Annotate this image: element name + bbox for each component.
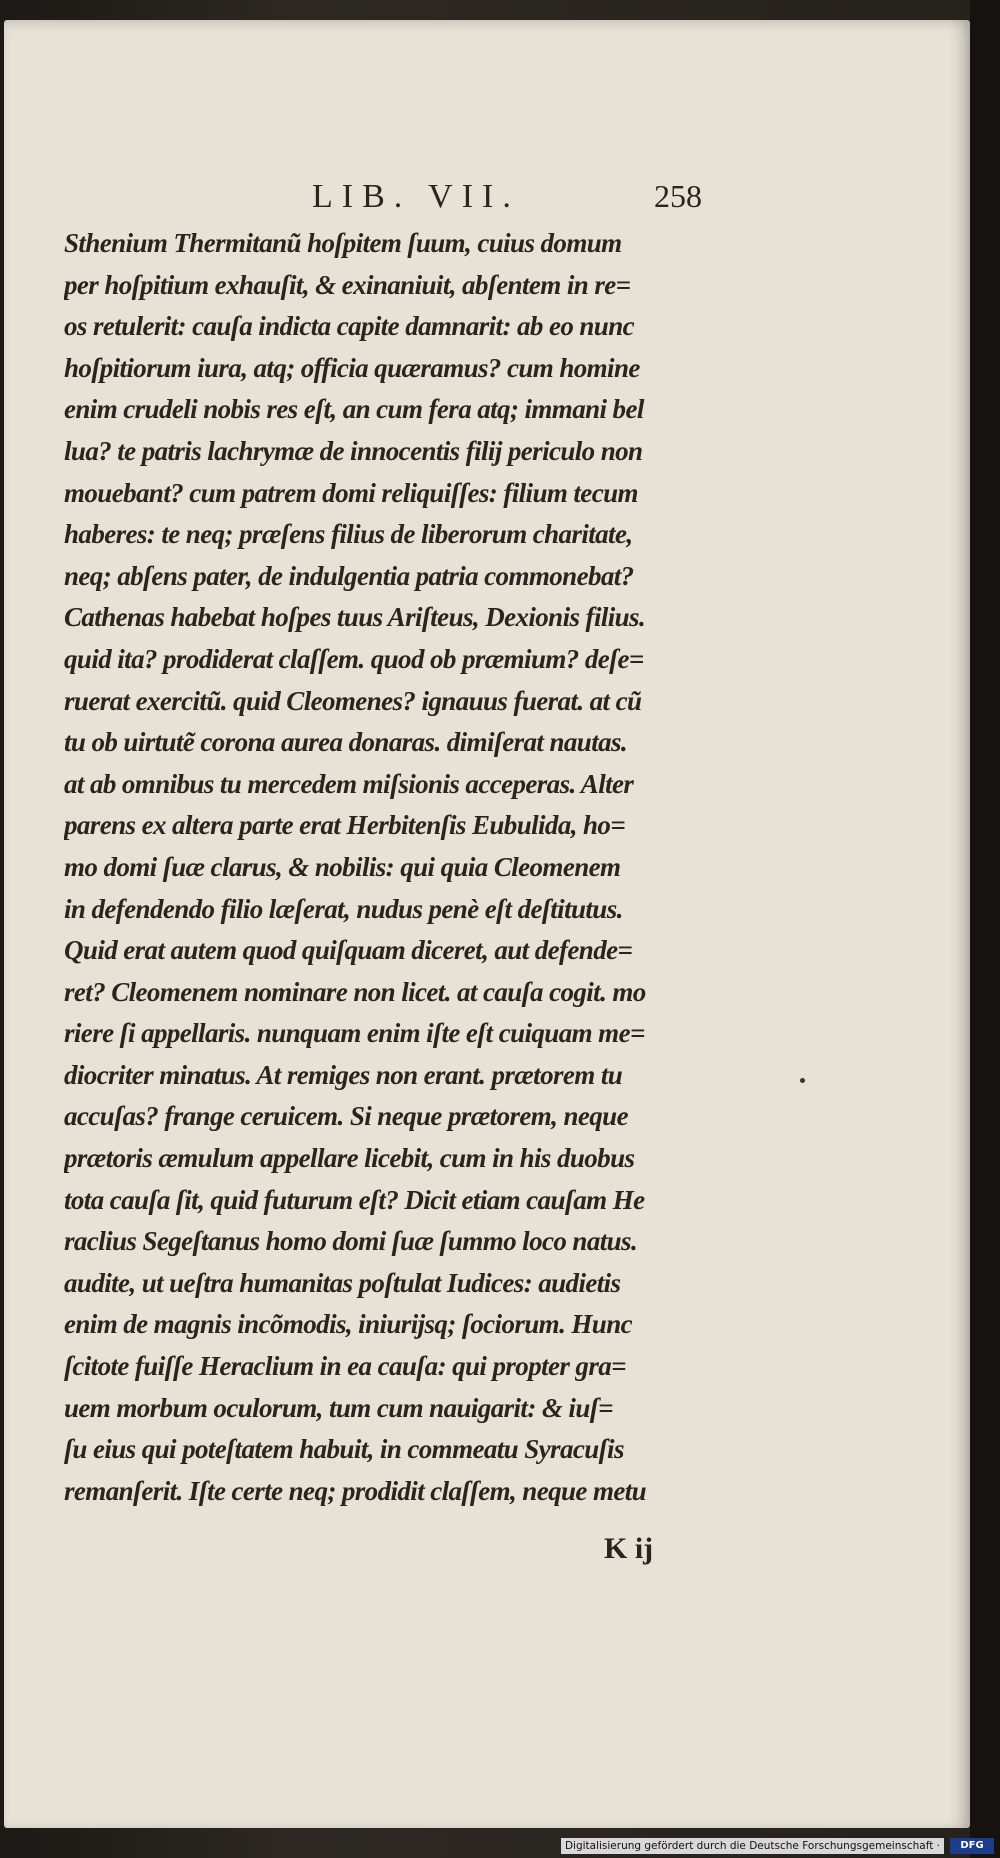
book-edge-shadow (970, 0, 1000, 1858)
text-line: tu ob uirtutẽ corona aurea donaras. dimiſerat nautas. (64, 727, 628, 758)
dfg-logo: DFG (950, 1838, 994, 1854)
text-line: diocriter minatus. At remiges non erant. prætorem tu (64, 1059, 623, 1090)
text-line: quid ita? prodiderat claſſem. quod ob præmium? deſe= (64, 643, 644, 674)
text-line: ruerat exercitũ. quid Cleomenes? ignauus fuerat. at cũ (64, 685, 642, 716)
text-line: per hoſpitium exhauſit, & exinaniuit, abſentem in re= (64, 269, 631, 300)
text-line: mo domi ſuæ clarus, & nobilis: qui quia Cleomenem (64, 851, 621, 882)
text-line: accuſas? frange ceruicem. Si neque prætorem, neque (64, 1101, 628, 1132)
digitization-credit: Digitalisierung gefördert durch die Deutsche Forschungsgemeinschaft · (561, 1838, 944, 1854)
text-line: at ab omnibus tu mercedem miſsionis acceperas. Alter (64, 768, 634, 799)
text-line: riere ſi appellaris. nunquam enim iſte eſt cuiquam me= (64, 1018, 645, 1049)
text-line: ret? Cleomenem nominare non licet. at cauſa cogit. mo (64, 976, 646, 1007)
text-line: prætoris æmulum appellare licebit, cum in his duobus (64, 1143, 635, 1174)
text-line: ſcitote fuiſſe Heraclium in ea cauſa: qui propter gra= (64, 1351, 626, 1382)
text-line: ſu eius qui poteſtatem habuit, in commeatu Syracuſis (64, 1434, 624, 1465)
text-block (64, 223, 744, 1523)
text-line: neq; abſens pater, de indulgentia patria commonebat? (64, 560, 634, 591)
text-line: tota cauſa ſit, quid futurum eſt? Dicit etiam cauſam He (64, 1184, 645, 1215)
running-title: LIB. VII. (312, 178, 520, 215)
text-line: raclius Segeſtanus homo domi ſuæ ſummo loco natus. (64, 1226, 638, 1257)
text-line: remanſerit. Iſte certe neq; prodidit claſſem, neque metu (64, 1475, 647, 1506)
text-line: uem morbum oculorum, tum cum nauigarit: & iuſ= (64, 1392, 613, 1423)
text-line: os retulerit: cauſa indicta capite damnarit: ab eo nunc (64, 311, 635, 342)
text-line: Cathenas habebat hoſpes tuus Ariſteus, Dexionis filius. (64, 602, 646, 633)
text-line: enim de magnis incõmodis, iniurijsq; ſociorum. Hunc (64, 1309, 632, 1340)
text-line: audite, ut ueſtra humanitas poſtulat Iudices: audietis (64, 1267, 621, 1298)
text-line: in defendendo filio læſerat, nudus penè eſt deſtitutus. (64, 893, 623, 924)
text-line: mouebant? cum patrem domi reliquiſſes: filium tecum (64, 477, 638, 508)
text-line: Quid erat autem quod quiſquam diceret, aut defende= (64, 935, 633, 966)
page-number: 258 (654, 178, 702, 214)
book-page (4, 20, 970, 1828)
ink-speck (800, 1078, 805, 1083)
text-line: haberes: te neq; præſens filius de liberorum charitate, (64, 519, 633, 550)
signature-mark: K ij (604, 1532, 654, 1565)
text-line: hoſpitiorum iura, atq; officia quæramus? cum homine (64, 352, 640, 383)
text-line: parens ex altera parte erat Herbitenſis Eubulida, ho= (64, 810, 626, 841)
running-head (64, 178, 724, 218)
text-line: Sthenium Thermitanũ hoſpitem ſuum, cuius domum (64, 228, 622, 258)
text-line: enim crudeli nobis res eſt, an cum fera atq; immani bel (64, 394, 644, 425)
text-line: lua? te patris lachrymæ de innocentis filij periculo non (64, 435, 643, 466)
